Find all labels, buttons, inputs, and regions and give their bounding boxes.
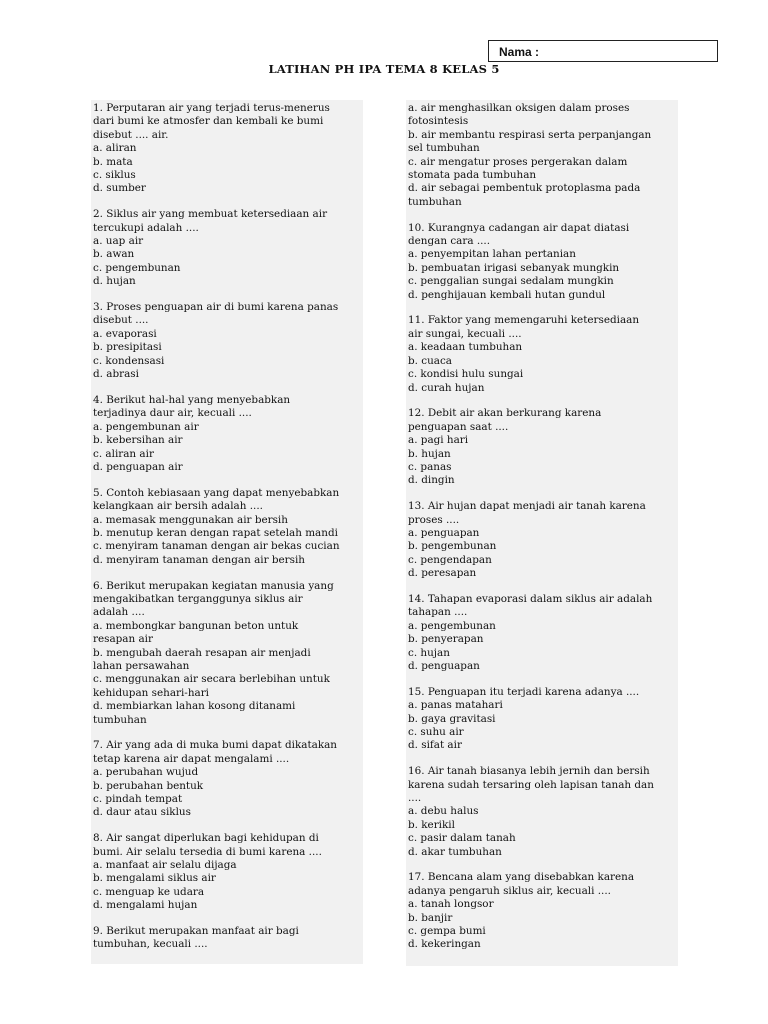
answer-option: b. kerikil (408, 818, 455, 831)
question-text: 17. Bencana alam yang disebabkan karena (408, 871, 635, 884)
answer-option: c. gempa bumi (408, 925, 486, 938)
answer-option: a. keadaan tumbuhan (408, 341, 523, 354)
answer-option: c. penggalian sungai sedalam mungkin (408, 275, 614, 288)
question-text: disebut .... (93, 314, 149, 327)
answer-option: resapan air (93, 633, 153, 646)
answer-option: kehidupan sehari-hari (93, 686, 209, 699)
question-block (408, 500, 676, 580)
question-text: 7. Air yang ada di muka bumi dapat dikatakan (93, 739, 337, 752)
question-text: dengan cara .... (408, 235, 491, 248)
question-text: air sungai, kecuali .... (408, 327, 522, 340)
page-title: LATIHAN PH IPA TEMA 8 KELAS 5 (268, 62, 500, 76)
answer-option: tumbuhan (408, 195, 462, 208)
answer-option: b. mengubah daerah resapan air menjadi (93, 646, 311, 659)
answer-option: c. siklus (93, 169, 136, 182)
question-block (93, 832, 361, 912)
answer-option: d. daur atau siklus (93, 806, 191, 819)
answer-option: b. air membantu respirasi serta perpanjangan (408, 128, 652, 141)
question-text: 16. Air tanah biasanya lebih jernih dan bersih (408, 765, 650, 778)
answer-option: c. pasir dalam tanah (408, 832, 516, 845)
answer-option: c. kondensasi (93, 354, 165, 367)
answer-option: b. mata (93, 155, 133, 168)
answer-option: a. aliran (93, 142, 137, 155)
question-text: 8. Air sangat diperlukan bagi kehidupan di (93, 832, 319, 845)
answer-option: c. pindah tempat (93, 793, 183, 806)
answer-option: b. mengalami siklus air (93, 872, 216, 885)
answer-option: c. pengendapan (408, 553, 492, 566)
question-block (93, 925, 361, 952)
question-text: disebut .... air. (93, 128, 169, 141)
question-block (408, 407, 676, 487)
question-text: karena sudah tersaring oleh lapisan tanah dan (408, 778, 654, 791)
answer-option: b. awan (93, 248, 135, 261)
answer-option: d. menyiram tanaman dengan air bersih (93, 553, 305, 566)
question-block (93, 102, 361, 196)
question-text: adanya pengaruh siklus air, kecuali .... (408, 884, 611, 897)
answer-option: lahan persawahan (93, 659, 190, 672)
question-text: penguapan saat .... (408, 420, 509, 433)
answer-option: d. penghijauan kembali hutan gundul (408, 288, 606, 301)
right-column (406, 100, 678, 966)
answer-option: a. membongkar bangunan beton untuk (93, 619, 299, 632)
answer-option: c. hujan (408, 646, 450, 659)
question-block (408, 314, 676, 394)
answer-option: d. dingin (408, 474, 455, 487)
name-field[interactable] (488, 40, 718, 62)
question-text: 6. Berikut merupakan kegiatan manusia yang (93, 579, 334, 592)
answer-option: d. akar tumbuhan (408, 845, 502, 858)
question-block (93, 580, 361, 727)
question-text: mengakibatkan terganggunya siklus air (93, 592, 303, 605)
question-text: 5. Contoh kebiasaan yang dapat menyebabkan (93, 486, 340, 499)
question-block (408, 686, 676, 753)
answer-option: d. sumber (93, 182, 146, 195)
question-text: 9. Berikut merupakan manfaat air bagi (93, 925, 299, 938)
question-text: dari bumi ke atmosfer dan kembali ke bumi (93, 115, 324, 128)
answer-option: b. gaya gravitasi (408, 712, 496, 725)
question-text: .... (408, 792, 422, 805)
question-text: 10. Kurangnya cadangan air dapat diatasi (408, 221, 630, 234)
answer-option: c. kondisi hulu sungai (408, 368, 524, 381)
answer-option: c. air mengatur proses pergerakan dalam (408, 155, 628, 168)
answer-option: a. pengembunan (408, 619, 496, 632)
answer-option: d. penguapan (408, 659, 480, 672)
answer-option: b. kebersihan air (93, 434, 183, 447)
answer-option: d. peresapan (408, 567, 477, 580)
answer-option: a. tanah longsor (408, 898, 494, 911)
answer-option: d. sifat air (408, 739, 462, 752)
answer-option: d. abrasi (93, 368, 139, 381)
answer-option: d. mengalami hujan (93, 899, 198, 912)
answer-option: sel tumbuhan (408, 142, 480, 155)
answer-option: a. debu halus (408, 805, 479, 818)
answer-option: tumbuhan (93, 713, 147, 726)
answer-option: c. panas (408, 460, 452, 473)
question-block (93, 739, 361, 819)
answer-option: a. manfaat air selalu dijaga (93, 859, 237, 872)
question-text: terjadinya daur air, kecuali .... (93, 407, 252, 420)
question-text: kelangkaan air bersih adalah .... (93, 500, 263, 513)
answer-option: b. cuaca (408, 354, 452, 367)
answer-option: a. uap air (93, 235, 144, 248)
answer-option: fotosintesis (408, 115, 469, 128)
question-text: tetap karena air dapat mengalami .... (93, 752, 290, 765)
question-block (408, 871, 676, 951)
answer-option: b. banjir (408, 911, 453, 924)
question-block (408, 593, 676, 673)
question-text: bumi. Air selalu tersedia di bumi karena .... (93, 845, 322, 858)
question-text: 14. Tahapan evaporasi dalam siklus air adalah (408, 592, 653, 605)
question-text: 13. Air hujan dapat menjadi air tanah karena (408, 500, 646, 513)
answer-option: c. aliran air (93, 447, 154, 460)
question-block (408, 765, 676, 859)
answer-option: c. suhu air (408, 726, 464, 738)
answer-option: a. penyempitan lahan pertanian (408, 248, 576, 261)
answer-option: a. pengembunan air (93, 420, 199, 433)
answer-option: b. penyerapan (408, 633, 484, 646)
question-text: 1. Perputaran air yang terjadi terus-menerus (93, 102, 330, 114)
answer-option: a. evaporasi (93, 327, 157, 340)
name-label: Nama : (499, 45, 540, 59)
answer-option: d. hujan (93, 275, 136, 288)
answer-option: c. menggunakan air secara berlebihan untuk (93, 673, 330, 686)
answer-option: a. memasak menggunakan air bersih (93, 513, 288, 526)
question-text: 3. Proses penguapan air di bumi karena panas (93, 301, 339, 314)
answer-option: b. perubahan bentuk (93, 779, 204, 792)
answer-option: b. hujan (408, 447, 451, 460)
answer-option: b. pengembunan (408, 540, 497, 553)
question-block (408, 222, 676, 302)
answer-option: b. menutup keran dengan rapat setelah mandi (93, 526, 338, 539)
question-block (93, 487, 361, 567)
question-text: 12. Debit air akan berkurang karena (408, 407, 602, 420)
answer-option: b. pembuatan irigasi sebanyak mungkin (408, 261, 620, 274)
question-text: proses .... (408, 513, 460, 526)
question-block (93, 208, 361, 288)
question-block (93, 301, 361, 381)
answer-option: a. air menghasilkan oksigen dalam proses (408, 102, 630, 114)
question-text: 4. Berikut hal-hal yang menyebabkan (93, 393, 291, 406)
question-block (93, 394, 361, 474)
answer-option: d. membiarkan lahan kosong ditanami (93, 700, 296, 713)
answer-option: c. pengembunan (93, 261, 181, 274)
answer-option: c. menyiram tanaman dengan air bekas cucian (93, 540, 340, 553)
answer-option: a. panas matahari (408, 699, 503, 712)
question-text: 15. Penguapan itu terjadi karena adanya .... (408, 685, 640, 698)
answer-option: a. penguapan (408, 526, 480, 539)
answer-option: stomata pada tumbuhan (408, 169, 537, 182)
answer-option: d. penguapan air (93, 460, 183, 473)
question-text: 2. Siklus air yang membuat ketersediaan air (93, 208, 328, 221)
answer-option: c. menguap ke udara (93, 885, 205, 898)
answer-option: a. perubahan wujud (93, 766, 199, 779)
answer-option: d. air sebagai pembentuk protoplasma pada (408, 182, 641, 195)
answer-option: a. pagi hari (408, 434, 469, 447)
question-text: 11. Faktor yang memengaruhi ketersediaan (408, 314, 640, 327)
question-block (408, 102, 676, 209)
question-text: tercukupi adalah .... (93, 221, 199, 234)
question-text: tumbuhan, kecuali .... (93, 938, 208, 951)
question-text: adalah .... (93, 606, 145, 619)
left-column (91, 100, 363, 964)
answer-option: d. kekeringan (408, 938, 481, 951)
question-text: tahapan .... (408, 606, 468, 619)
answer-option: d. curah hujan (408, 381, 485, 394)
answer-option: b. presipitasi (93, 341, 162, 354)
